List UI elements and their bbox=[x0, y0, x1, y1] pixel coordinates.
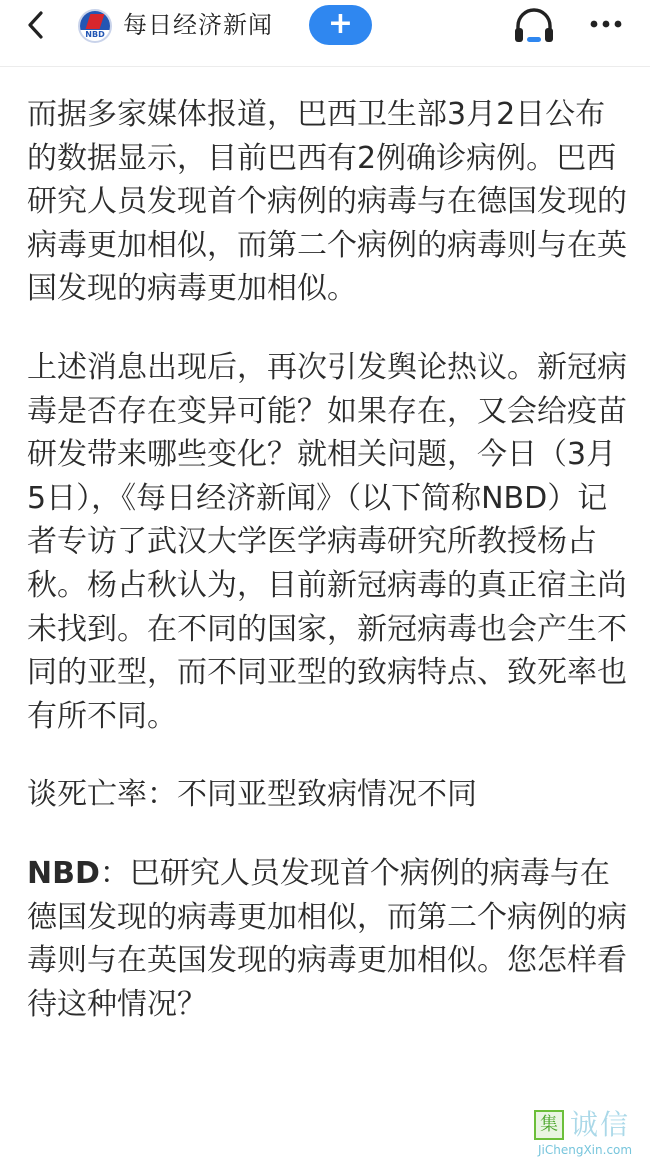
nbd-logo[interactable] bbox=[78, 9, 112, 43]
back-arrow-icon[interactable] bbox=[22, 10, 52, 40]
article-body bbox=[27, 93, 627, 1061]
qa-question bbox=[27, 852, 627, 1026]
channel-title[interactable]: 每日经济新闻 bbox=[123, 11, 273, 39]
section-heading: 谈死亡率：不同亚型致病情况不同 bbox=[27, 777, 477, 813]
watermark-text: 诚信 bbox=[570, 1108, 631, 1141]
site-watermark bbox=[530, 1108, 648, 1160]
article-paragraph: 而据多家媒体报道，巴西卫生部3月2日公布的数据显示，目前巴西有2例确诊病例。巴西研究人员发现首个病例的病毒与在德国发现的病毒更加相似，而第二个病例的病毒则与在英国发现的病毒更加相似。 bbox=[27, 97, 627, 307]
qa-speaker: NBD bbox=[27, 855, 100, 891]
headphone-icon[interactable] bbox=[512, 8, 556, 44]
article-paragraph: 上述消息出现后，再次引发舆论热议。新冠病毒是否存在变异可能？如果存在，又会给疫苗研发带来哪些变化？就相关问题，今日（3月5日），《每日经济新闻》（以下简称NBD）记者专访了武汉大学医学病毒研究所教授杨占秋。杨占秋认为，目前新冠病毒的真正宿主尚未找到。在不同的国家，新冠病毒也会产生不同的亚型，而不同亚型的致病特点、致死率也有所不同。 bbox=[27, 349, 627, 734]
follow-button[interactable]: + bbox=[309, 5, 372, 45]
watermark-url: JiChengXin.com bbox=[538, 1143, 633, 1157]
more-options-icon[interactable] bbox=[588, 12, 624, 36]
qa-question-text: ：巴研究人员发现首个病例的病毒与在德国发现的病毒更加相似，而第二个病例的病毒则与在英国发现的病毒更加相似。您怎样看待这种情况？ bbox=[27, 855, 627, 1022]
logo-text: NBD bbox=[85, 30, 105, 39]
watermark-logo-icon: 集 bbox=[534, 1110, 564, 1140]
top-bar bbox=[0, 0, 650, 67]
